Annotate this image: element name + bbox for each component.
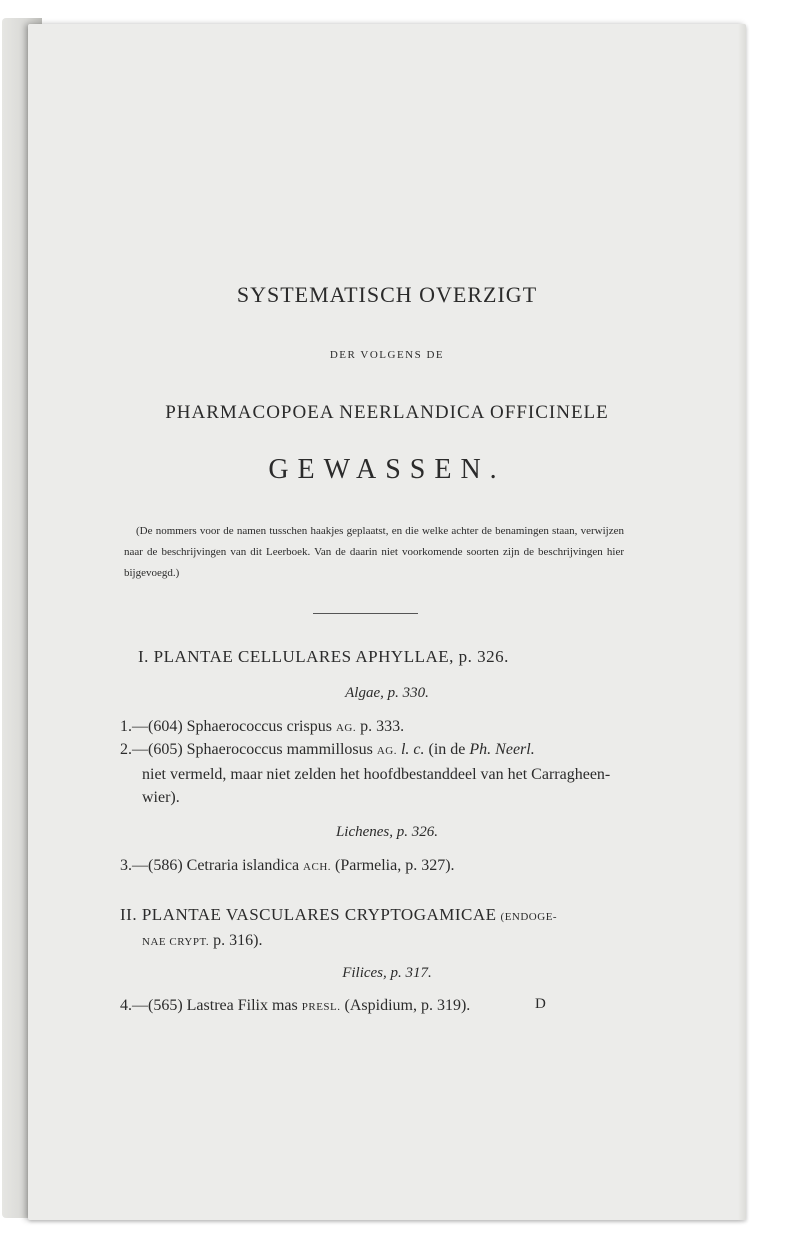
- book-page: [28, 24, 746, 1220]
- algae-label: Algae, p. 330.: [345, 685, 429, 701]
- entry-1-name: 1.—(604) Sphaerococcus crispus: [120, 718, 332, 735]
- section2-title-cont-small: NAE CRYPT.: [142, 936, 210, 948]
- subheading-filices: [28, 965, 746, 982]
- section1-title: I. PLANTAE CELLULARES APHYLLAE, p. 326.: [138, 647, 509, 666]
- heading-line4: GEWASSEN.: [268, 454, 506, 485]
- signature-mark: D: [535, 996, 546, 1012]
- divider-rule: [313, 613, 418, 614]
- entry-1-page: p. 333.: [360, 718, 405, 735]
- page-content: [28, 24, 746, 1220]
- entry-4: [120, 994, 625, 1019]
- heading-line1: SYSTEMATISCH OVERZIGT: [236, 282, 538, 307]
- entry-4-page: (Aspidium, p. 319).: [344, 997, 471, 1014]
- entry-1-author: AG.: [335, 722, 357, 734]
- lichenes-label: Lichenes, p. 326.: [335, 824, 439, 840]
- entry-3-name: 3.—(586) Cetraria islandica: [120, 857, 300, 874]
- entry-4-name: 4.—(565) Lastrea Filix mas: [120, 997, 298, 1014]
- section2-title-small: (ENDOGE-: [500, 911, 558, 923]
- entry-2-author: AG.: [376, 745, 397, 757]
- entry-1: [120, 715, 625, 740]
- heading-line2: DER VOLGENS DE: [329, 349, 445, 361]
- entry-2-ph: Ph. Neerl.: [469, 741, 535, 758]
- entry-2: [120, 738, 625, 809]
- section2-title-cont: p. 316).: [213, 932, 263, 949]
- entry-2-open: (in de: [428, 741, 466, 758]
- entry-2-name: 2.—(605) Sphaerococcus mammillosus: [120, 741, 373, 758]
- entry-3-page: (Parmelia, p. 327).: [335, 857, 455, 874]
- entry-2-ref: l. c.: [400, 741, 425, 758]
- subheading-algae: [28, 685, 746, 702]
- introductory-note: (De nommers voor de namen tusschen haakjes geplaatst, en die welke achter de benamingen staan, verwijzen naar de beschrijvingen van dit Leerboek. Van de daarin niet voorkomende soorten zijn de beschrijvingen hier bijgevoegd.): [124, 525, 624, 579]
- heading-line3: PHARMACOPOEA NEERLANDICA OFFICINELE: [165, 402, 609, 423]
- entry-2-continuation: niet vermeld, maar niet zelden het hoofdbestanddeel van het Carragheen-wier).: [142, 766, 611, 806]
- subheading-lichenes: [28, 824, 746, 841]
- section2-title-main: II. PLANTAE VASCULARES CRYPTOGAMICAE: [120, 905, 497, 924]
- entry-3: [120, 854, 625, 879]
- entry-3-author: ACH.: [303, 861, 332, 873]
- entry-4-author: PRESL.: [301, 1001, 341, 1013]
- filices-label: Filices, p. 317.: [342, 965, 432, 981]
- section2-title: [120, 903, 625, 954]
